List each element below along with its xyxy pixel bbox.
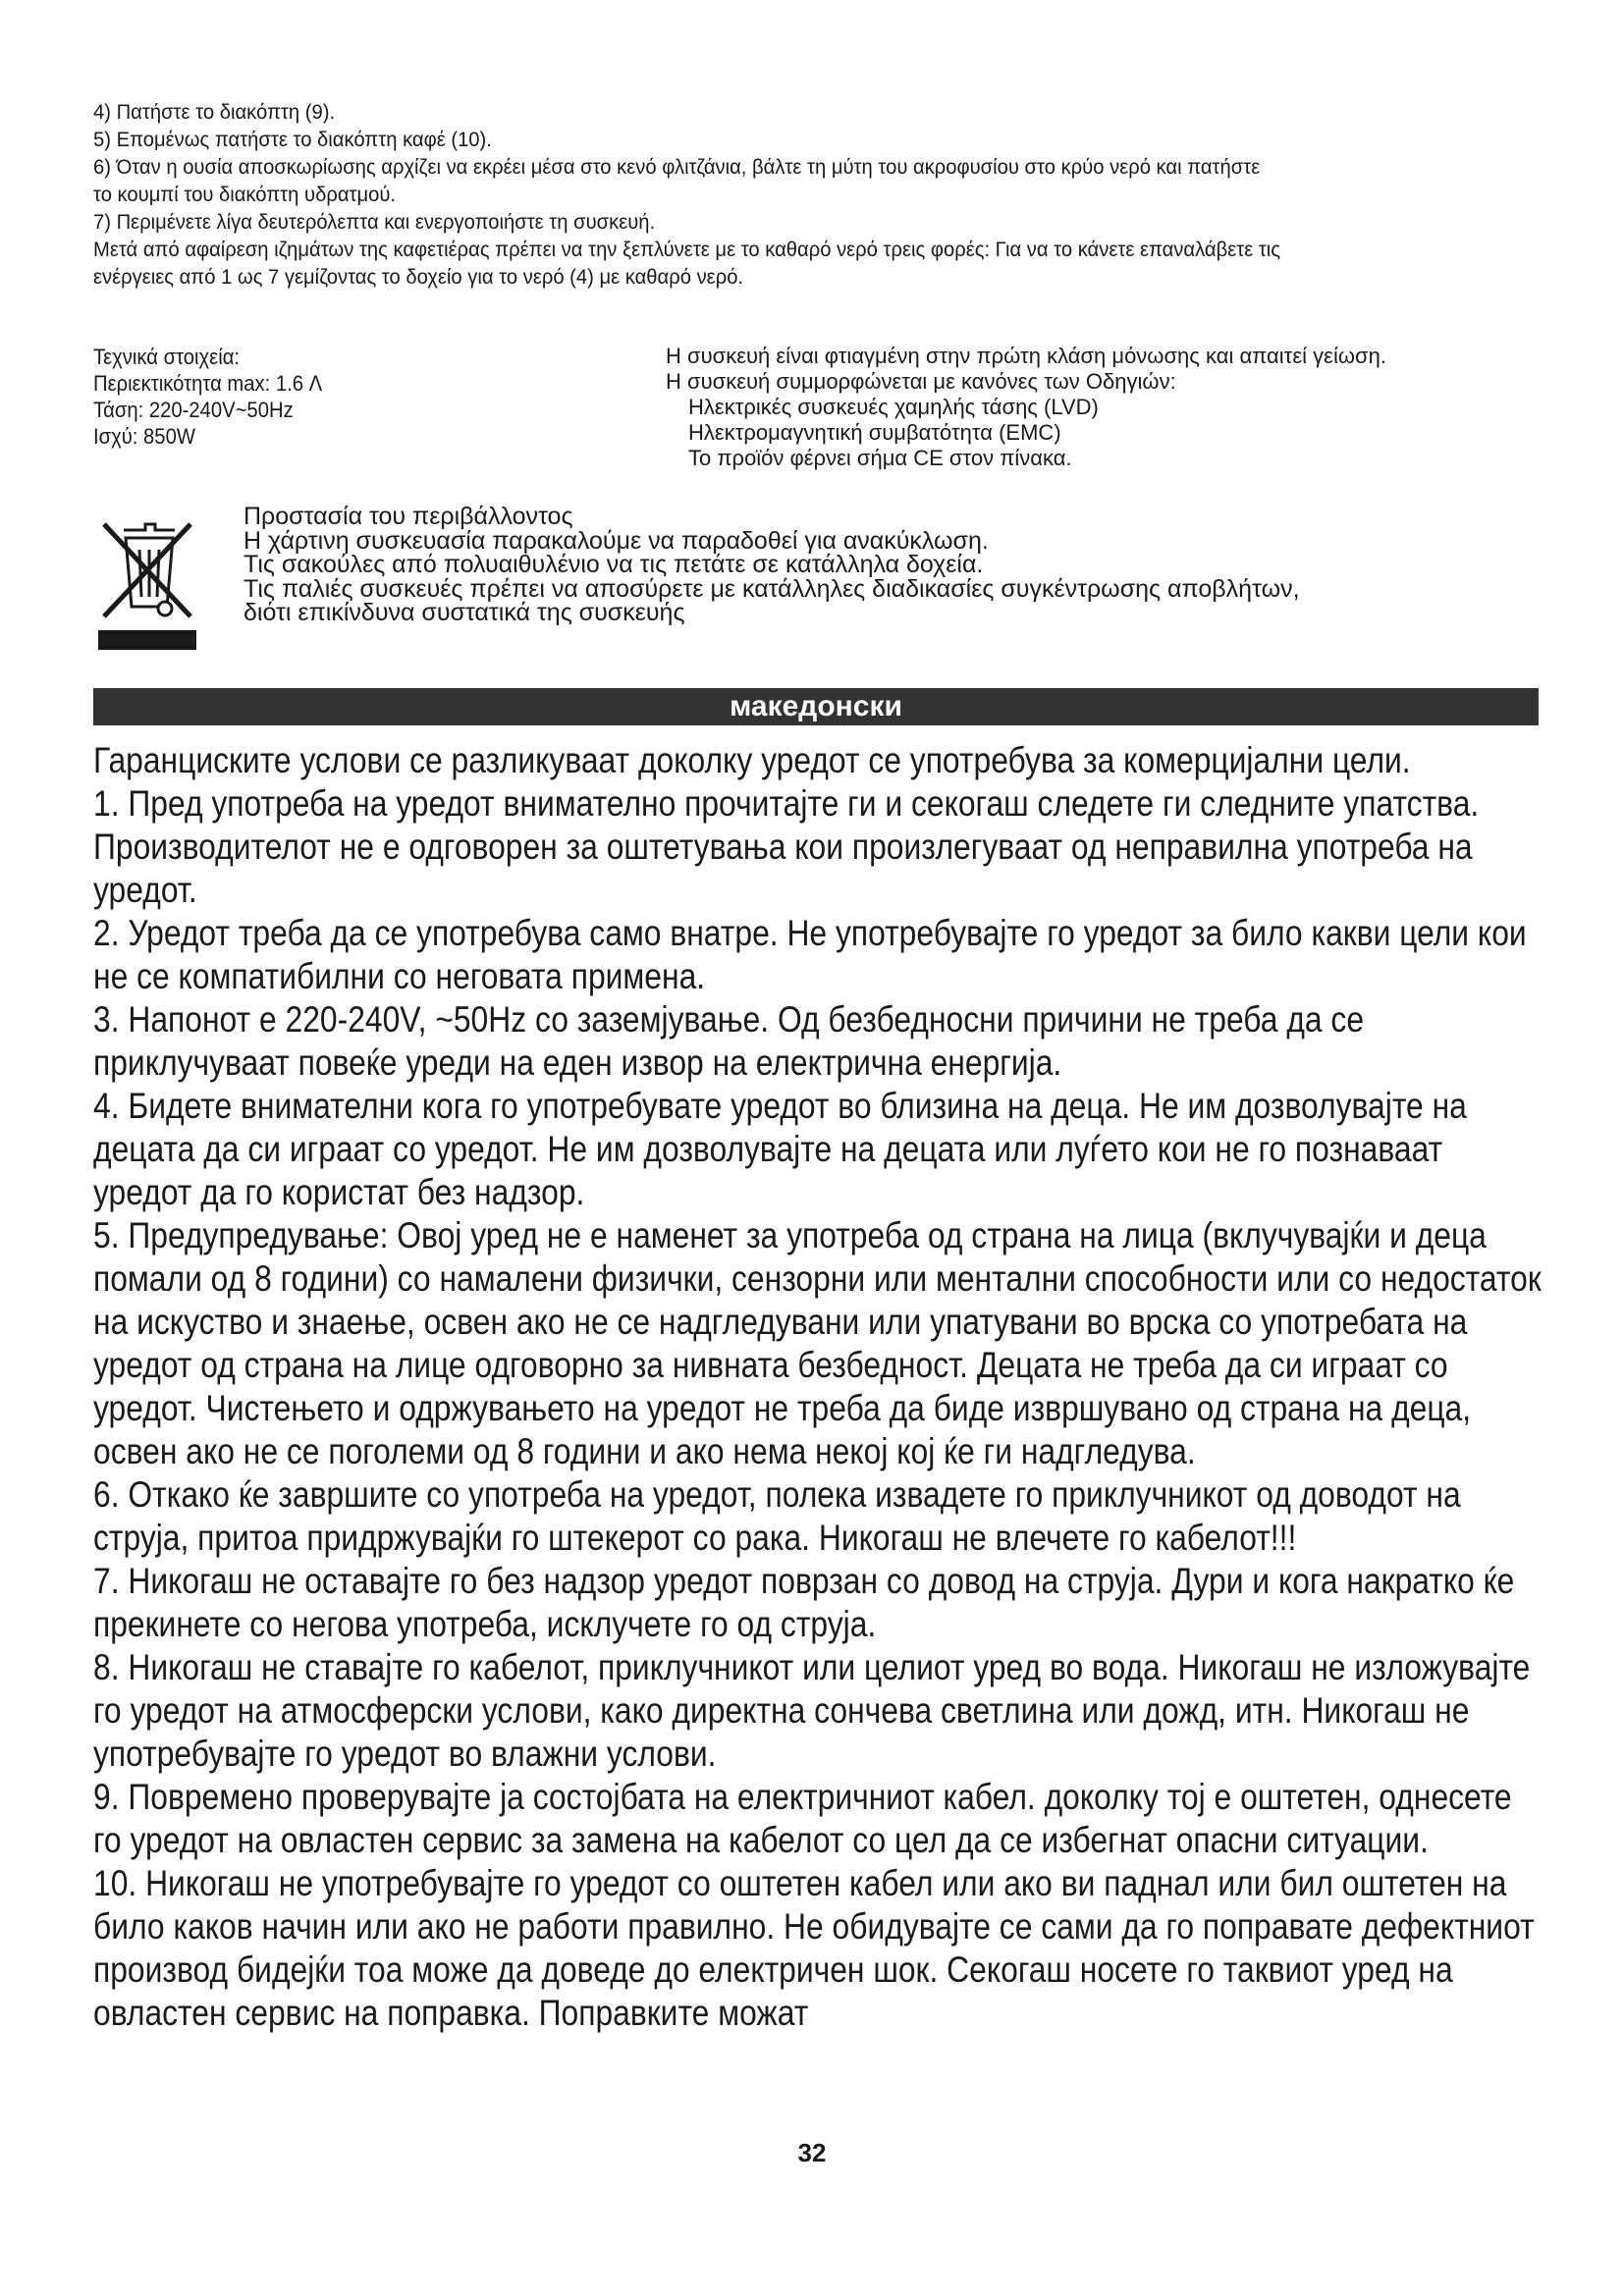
tech-heading: Τεχνικά στοιχεία: xyxy=(93,345,241,369)
env-line: διότι επικίνδυνα συστατικά της συσκευής xyxy=(244,599,685,627)
directive-lvd: Ηλεκτρικές συσκευές χαμηλής τάσης (LVD) xyxy=(688,395,1099,419)
mk-item: 9. Повремено проверувајте ја состојбата на електричниот кабел. доколку тој е оштетен, однесете го уредот на овластен сервис за замена на кабелот со цел да се избегнат опасни ситуации. xyxy=(93,1777,1512,1860)
tech-power: Ισχύ: 850W xyxy=(93,424,195,449)
language-label: македонски xyxy=(730,690,902,722)
greek-line: το κουμπί του διακόπτη υδρατμού. xyxy=(93,183,397,206)
env-line: Η χάρτινη συσκευασία παρακαλούμε να παραδοθεί για ανακύκλωση. xyxy=(244,526,989,555)
compliance-info xyxy=(666,344,1549,471)
greek-line: 6) Όταν η ουσία αποσκωρίωσης αρχίζει να εκρέει μέσα στο κενό φλιτζάνια, βάλτε τη μύτη του ακροφυσίου στο κρύο νερό και πατήστε xyxy=(93,155,1261,179)
env-line: Τις παλιές συσκευές πρέπει να αποσύρετε με κατάλληλες διαδικασίες συγκέντρωσης αποβλήτων, xyxy=(244,574,1300,603)
greek-line: Μετά από αφαίρεση ιζημάτων της καφετιέρας πρέπει να την ξεπλύνετε με το καθαρό νερό τρεις φορές: Για να το κάνετε επαναλάβετε τις xyxy=(93,238,1281,261)
greek-line: ενέργειες από 1 ως 7 γεμίζοντας το δοχείο για το νερό (4) με καθαρό νερό. xyxy=(93,265,744,289)
mk-item: 8. Никогаш не ставајте го кабелот, приклучникот или целиот уред во вода. Никогаш не изложувајте го уредот на атмосферски услови, како директна сончева светлина или дожд, итн. Никогаш не употребувајте го уредот во влажни услови. xyxy=(93,1647,1531,1774)
greek-line: 7) Περιμένετε λίγα δευτερόλεπτα και ενεργοποιήστε τη συσκευή. xyxy=(93,210,656,234)
tech-voltage: Τάση: 220-240V~50Hz xyxy=(93,398,294,422)
mk-item: 5. Предупредување: Овој уред не е наменет за употреба од страна на лица (вклучувајќи и деца помали од 8 години) со намалени физички, сензорни или ментални способности или со недостаток на искуство и знаење, освен ако не се надгледувани или упатувани во врска со употребата на уредот од страна на лице одговорно за нивната безбедност. Децата не треба да си играат со уредот. Чистењето и одржувањето на уредот не треба да биде извршувано од страна на деца, освен ако не се поголеми од 8 години и ако нема некој кој ќе ги надгледува. xyxy=(93,1215,1542,1471)
insulation-class: Η συσκευή είναι φτιαγμένη στην πρώτη κλάση μόνωσης και απαιτεί γείωση. xyxy=(666,344,1386,368)
mk-item: 1. Пред употреба на уредот внимателно прочитајте ги и секогаш следете ги следните упатства. Производителот не е одговорен за оштетувања кои произлегуваат од неправилна употреба на уредот. xyxy=(93,783,1480,910)
technical-specs xyxy=(93,344,563,450)
mk-intro: Гаранциските услови се разликуваат доколку уредот се употребува за комерцијални цели. xyxy=(93,740,1411,780)
tech-capacity: Περιεκτικότητα max: 1.6 Λ xyxy=(93,371,323,396)
greek-line: 5) Επομένως πατήστε το διακόπτη καφέ (10). xyxy=(93,128,492,151)
mk-item: 7. Никогаш не оставајте го без надзор уредот поврзан со довод на струја. Дури и кога накратко ќе прекинете со негова употреба, исклучете го од струја. xyxy=(93,1561,1515,1644)
directives-heading: Η συσκευή συμμορφώνεται με κανόνες των Οδηγιών: xyxy=(666,369,1176,394)
page-number: 32 xyxy=(797,2138,827,2167)
env-line: Τις σακούλες από πολυαιθυλένιο να τις πετάτε σε κατάλληλα δοχεία. xyxy=(244,551,984,579)
macedonian-safety-text xyxy=(93,739,1545,2035)
crossed-out-wheelie-bin-icon xyxy=(96,520,198,658)
mk-item: 10. Никогаш не употребувајте го уредот со оштетен кабел или ако ви паднал или бил оштетен на било каков начин или ако не работи правилно. Не обидувајте се сами да го поправате дефектниот производ бидејќи тоа може да доведе до електричен шок. Секогаш носете го таквиот уред на овластен сервис на поправка. Поправките можат xyxy=(93,1863,1535,2033)
mk-item: 2. Уредот треба да се употребува само внатре. Не употребувајте го уредот за било какви цели кои не се компатибилни со неговата примена. xyxy=(93,913,1527,996)
mk-item: 3. Напонот е 220-240V, ~50Hz со заземјување. Од безбедносни причини не треба да се приклучуваат повеќе уреди на еден извор на електрична енергија. xyxy=(93,999,1365,1083)
directive-emc: Ηλεκτρομαγνητική συμβατότητα (EMC) xyxy=(688,420,1061,445)
environment-protection xyxy=(244,505,1579,625)
mk-item: 4. Бидете внимателни кога го употребувате уредот во близина на деца. Не им дозволувајте на децата да си играат со уредот. Не им дозволувајте на децата или луѓето кои не го познаваат уредот да го користат без надзор. xyxy=(93,1086,1467,1212)
env-heading: Προστασία του περιβάλλοντος xyxy=(244,503,573,530)
mk-item: 6. Откако ќе завршите со употреба на уредот, полека извадете го приклучникот од доводот на струја, притоа придржувајќи го штекерот со рака. Никогаш не влечете го кабелот!!! xyxy=(93,1474,1461,1558)
language-section-header xyxy=(93,688,1539,725)
ce-mark-note: Το προϊόν φέρνει σήμα CE στον πίνακα. xyxy=(688,446,1072,470)
greek-line: 4) Πατήστε το διακόπτη (9). xyxy=(93,100,336,124)
greek-instructions xyxy=(93,98,1459,291)
